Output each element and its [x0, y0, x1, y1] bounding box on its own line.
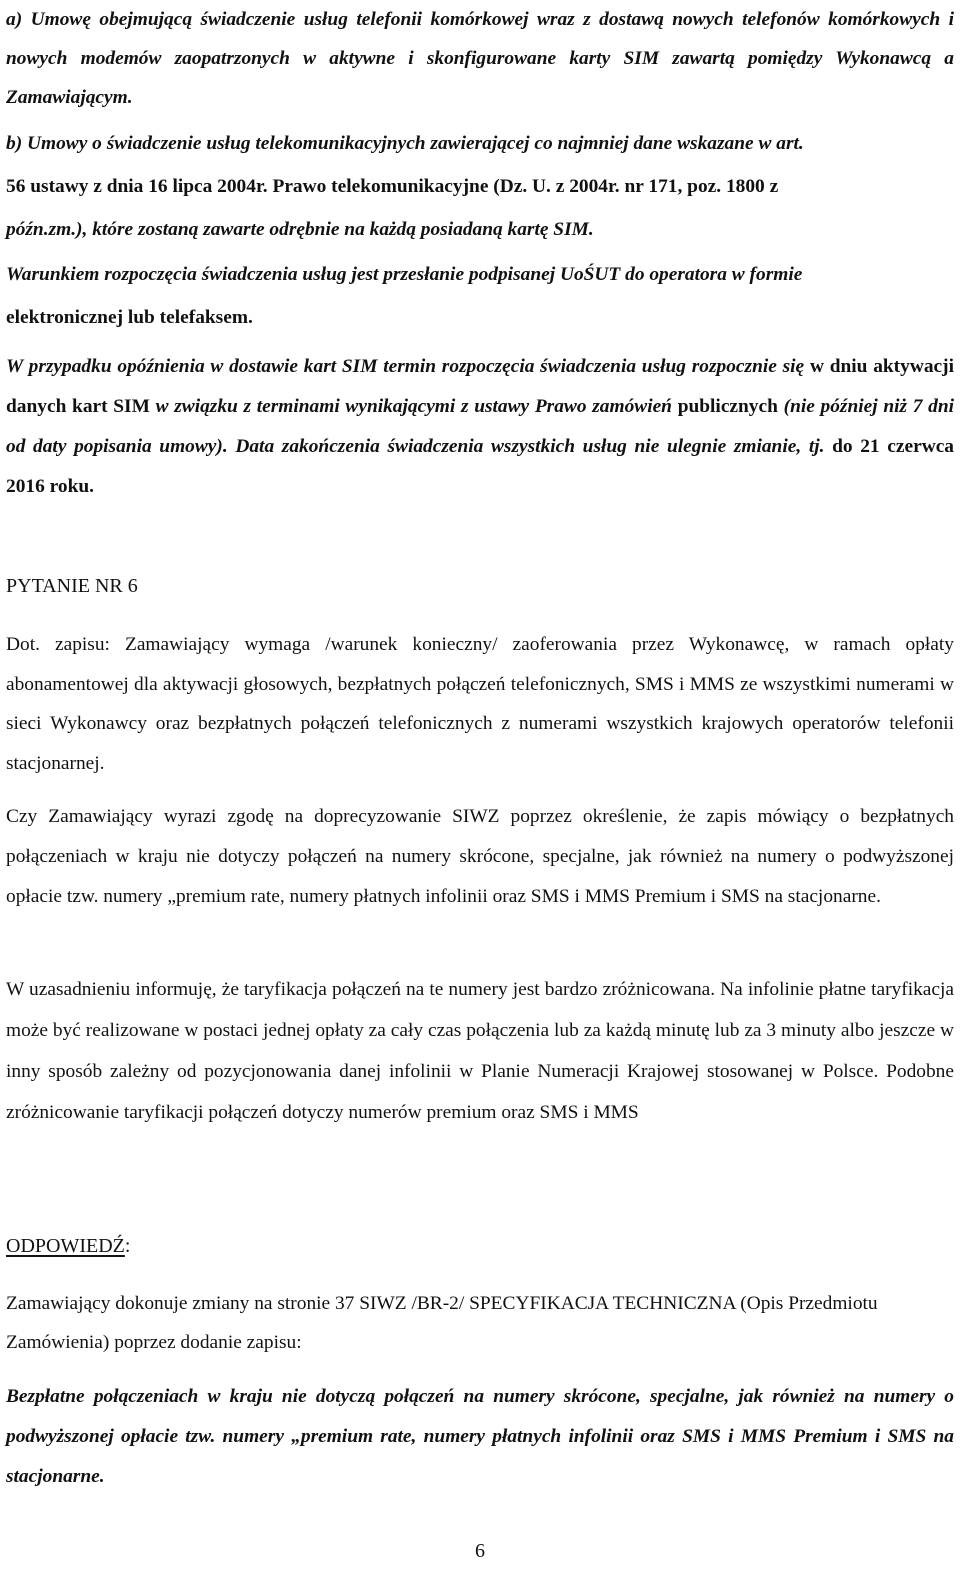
delay-part-5: (nie później niż 7 dni od daty popisania umowy).	[6, 396, 954, 457]
item-b-law-reference: 56 ustawy z dnia 16 lipca 2004r. Prawo telekomunikacyjne (Dz. U. z 2004r. nr 171, poz. 1800 z	[6, 176, 779, 197]
question-text: Dot. zapisu: Zamawiający wymaga /warunek konieczny/ zaoferowania przez Wykonawcę, w ramach opłaty abonamentowej dla aktywacji głosowych, bezpłatnych połączeń telefonicznych, SMS i MMS ze wszystkimi numerami w sieci Wykonawcy oraz bezpłatnych połączeń telefonicznych z numerami wszystkich krajowych operatorów telefonii stacjonarnej.	[6, 634, 954, 774]
condition-paragraph	[6, 253, 954, 339]
item-a-paragraph: a) Umowę obejmującą świadczenie usług telefonii komórkowej wraz z dostawą nowych telefonów komórkowych i nowych modemów zaopatrzonych w aktywne i skonfigurowane karty SIM zawartą pomiędzy Wykonawcą a Zamawiającym.	[6, 9, 954, 108]
delay-part-2: w dniu aktywacji danych kart SIM	[6, 356, 954, 417]
condition-italic-text: Warunkiem rozpoczęcia świadczenia usług jest przesłanie podpisanej UoŚUT do operatora w formie	[6, 264, 803, 285]
question-heading: PYTANIE NR 6	[6, 575, 138, 597]
question-justification: W uzasadnieniu informuję, że taryfikacja połączeń na te numery jest bardzo zróżnicowana. Na infolinie płatne taryfikacja może być realizowane w postaci jednej opłaty za cały czas połączenia lub za każdą minutę lub za 3 minuty albo jeszcze w inny sposób zależny od pozycjonowania danej infolinii w Planie Numeracji Krajowej stosowanej w Polsce. Podobne zróżnicowanie taryfikacji połączeń dotyczy numerów premium oraz SMS i MMS	[6, 979, 954, 1123]
delay-part-1: W przypadku opóźnienia w dostawie kart SIM termin rozpoczęcia świadczenia usług rozpocznie się	[6, 356, 805, 377]
delay-part-4: publicznych	[677, 396, 778, 417]
answer-heading-suffix: :	[124, 1235, 131, 1257]
delay-paragraph	[6, 347, 954, 507]
condition-bold-text: elektronicznej lub telefaksem.	[6, 307, 253, 328]
delay-part-7: do 21 czerwca 2016 roku.	[6, 436, 954, 497]
question-request: Czy Zamawiający wyrazi zgodę na doprecyzowanie SIWZ poprzez określenie, że zapis mówiący o bezpłatnych połączeniach w kraju nie dotyczy połączeń na numery skrócone, specjalne, jak również na numery o podwyższonej opłacie tzw. numery „premium rate, numery płatnych infolinii oraz SMS i MMS Premium i SMS na stacjonarne.	[6, 806, 954, 907]
answer-text: Zamawiający dokonuje zmiany na stronie 37 SIWZ /BR-2/ SPECYFIKACJA TECHNICZNA (Opis Przedmiotu Zamówienia) poprzez dodanie zapisu:	[6, 1293, 878, 1353]
delay-part-3: w związku z terminami wynikającymi z ustawy Prawo zamówień	[155, 396, 672, 417]
answer-heading-label: ODPOWIEDŹ	[6, 1235, 125, 1257]
item-b-paragraph	[6, 122, 954, 251]
answer-clause: Bezpłatne połączeniach w kraju nie dotyczą połączeń na numery skrócone, specjalne, jak również na numery o podwyższonej opłacie tzw. numery „premium rate, numery płatnych infolinii oraz SMS i MMS Premium i SMS na stacjonarne.	[6, 1386, 954, 1487]
item-b-ending: późn.zm.), które zostaną zawarte odrębnie na każdą posiadaną kartę SIM.	[6, 219, 594, 240]
answer-heading	[6, 1235, 130, 1258]
page-number: 6	[475, 1540, 485, 1562]
item-b-text: b) Umowy o świadczenie usług telekomunikacyjnych zawierającej co najmniej dane wskazane w art.	[6, 133, 804, 154]
delay-part-6: Data zakończenia świadczenia wszystkich usług nie ulegnie zmianie, tj.	[235, 436, 825, 457]
